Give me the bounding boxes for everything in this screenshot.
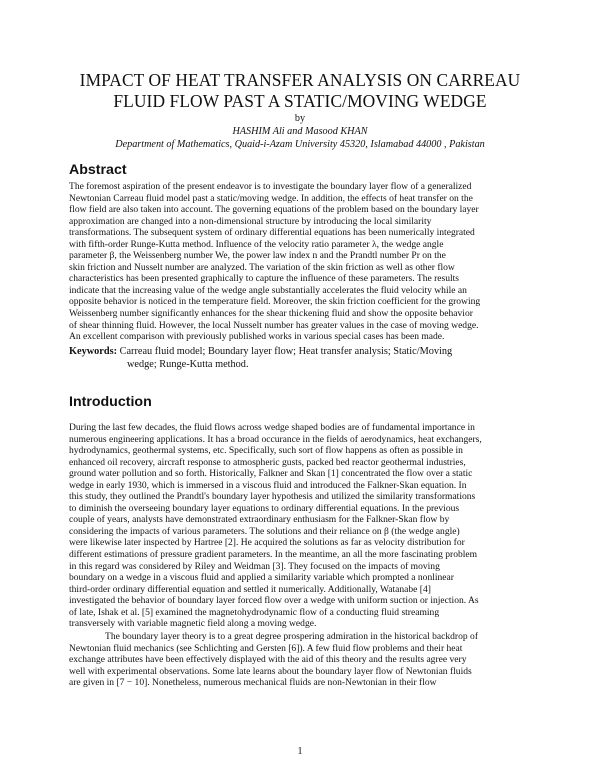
abstract-line: Newtonian Carreau fluid model past a static/moving wedge. In addition, the effects of heat transfer on the: [69, 192, 473, 204]
intro-line: are given in [7 − 10]. Nonetheless, numerous mechanical fluids are non-Newtonian in their flow: [69, 677, 437, 689]
intro-line: this study, they outlined the Prandtl's boundary layer hypothesis and utilized the similarity transformations: [69, 491, 476, 503]
abstract-line: The foremost aspiration of the present endeavor is to investigate the boundary layer flow of a generalized: [69, 181, 472, 192]
authors: HASHIM Ali and Masood KHAN: [232, 126, 368, 137]
intro-line: considering the impacts of various parameters. The solutions and their reliance on β (the wedge angle): [69, 525, 460, 537]
abstract-line: Weissenberg number significantly enhances for the shear thickening fluid and show the opposite behavior: [69, 308, 473, 320]
abstract-line: parameter β, the Weissenberg number We, the power law index n and the Prandtl number Pr on the: [69, 250, 446, 262]
abstract-line: of shear thinning fluid. However, the local Nusselt number has greater values in the case of moving wedge.: [69, 319, 479, 331]
intro-line: ground water pollution and so forth. Historically, Falkner and Skan [1] concentrated the flow over a static: [69, 468, 473, 480]
abstract-line: indicate that the increasing value of the wedge angle substantially accelerates the fluid velocity while an: [69, 284, 467, 296]
keywords: [69, 345, 531, 371]
intro-line: wedge in early 1930, which is immersed in a viscous fluid and introduced the Falkner-Skan equation. In: [69, 479, 467, 491]
abstract-line: approximation are changed into a non-dimensional structure by introducing the local similarity: [69, 215, 432, 227]
abstract-heading: Abstract: [69, 162, 127, 178]
intro-line: transversely with variable magnetic field along a moving wedge.: [69, 618, 317, 630]
affiliation: Department of Mathematics, Quaid-i-Azam University 45320, Islamabad 44000 , Pakistan: [115, 139, 485, 150]
intro-line: to diminish the overseeing boundary layer equations to ordinary differential equations. In the previous: [69, 502, 460, 514]
abstract-line: skin friction and Nusselt number are analyzed. The variation of the skin friction as well as other flow: [69, 261, 455, 273]
intro-line: numerous engineering applications. It has a broad occurance in the fields of aerodynamics, heat exchangers,: [69, 433, 482, 445]
intro-line: hydrodynamics, geothermal systems, etc. Specifically, such sort of flow happens as often as possible in: [69, 445, 463, 457]
intro-line: couple of years, analysts have demonstrated extraordinary enthusiasm for the Falkner-Skan flow by: [69, 514, 450, 526]
abstract-line: opposite behavior is noticed in the temperature field. Moreover, the skin friction coefficient for the growing: [69, 296, 481, 308]
paper-title: [60, 70, 540, 112]
title-line-2: FLUID FLOW PAST A STATIC/MOVING WEDGE: [113, 91, 487, 111]
abstract-line: flow field are also taken into account. The governing equations of the problem based on the boundary layer: [69, 204, 479, 216]
intro-line: enhanced oil recovery, aircraft response to atmospheric gusts, packed bed reactor geothermal industries,: [69, 456, 466, 468]
intro-line: different estimations of pressure gradient parameters. In the meantime, an all the more fascinating problem: [69, 549, 478, 561]
intro-line: During the last few decades, the fluid flows across wedge shaped bodies are of fundamental importance in: [69, 422, 475, 433]
keywords-label: Keywords:: [69, 346, 118, 357]
intro-line: of late, Ishak et al. [5] examined the magnetohydrodynamic flow of a conducting fluid streaming: [69, 606, 440, 618]
intro-line: investigated the behavior of boundary layer forced flow over a wedge with uniform suction or injection. As: [69, 595, 479, 607]
keywords-line-2: wedge; Runge-Kutta method.: [127, 359, 249, 370]
introduction-heading: Introduction: [69, 394, 152, 410]
intro-line: exchange attributes have been effectively displayed with the aid of this theory and the results agree very: [69, 654, 467, 666]
intro-line: third-order ordinary differential equation and settled it numerically. Additionally, Watanabe [4]: [69, 583, 431, 595]
abstract-body: [69, 181, 531, 343]
introduction-paragraph-1: [69, 422, 531, 630]
title-line-1: IMPACT OF HEAT TRANSFER ANALYSIS ON CARREAU: [79, 70, 521, 90]
intro-line: The boundary layer theory is to a great degree prospering admiration in the historical backdrop of: [105, 631, 478, 642]
intro-line: in this regard was considered by Riley and Weidman [3]. They focused on the impacts of moving: [69, 560, 440, 572]
abstract-line: transformations. The subsequent system of ordinary differential equations has been numerically integrated: [69, 227, 475, 239]
intro-line: well with experimental observations. Some late learns about the boundary layer flow of Newtonian fluids: [69, 665, 472, 677]
abstract-line: with fifth-order Runge-Kutta method. Influence of the velocity ratio parameter λ, the wedge angle: [69, 238, 444, 250]
abstract-line: characteristics has been presented graphically to capture the influence of these parameters. The results: [69, 273, 460, 285]
introduction-paragraph-2: [69, 631, 531, 689]
by-line: by: [294, 113, 306, 124]
intro-line: were likewise later inspected by Hartree [2]. He acquired the solutions as far as velocity distribution for: [69, 537, 465, 549]
keywords-line-1: Carreau fluid model; Boundary layer flow; Heat transfer analysis; Static/Moving: [117, 346, 453, 357]
page-number: 1: [297, 746, 303, 757]
intro-line: Newtonian fluid mechanics (see Schlichting and Gersten [6]). A few fluid flow problems and their heat: [69, 642, 463, 654]
abstract-line: An excellent comparison with previously published works in various special cases has been made.: [69, 331, 445, 343]
intro-line: boundary on a wedge in a viscous fluid and applied a similarity variable which prompted a nonlinear: [69, 572, 454, 584]
